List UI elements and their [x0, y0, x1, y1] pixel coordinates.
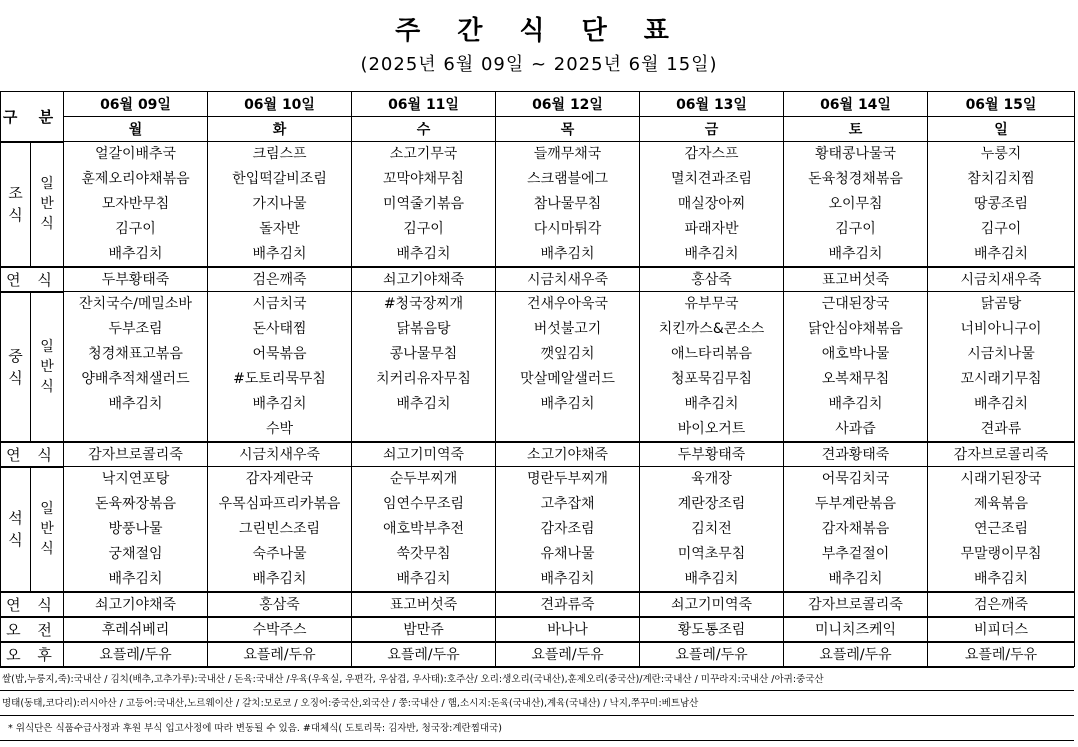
menu-item: 홍삼죽 — [640, 267, 784, 292]
menu-item: 닭볶음탕 — [352, 317, 496, 342]
menu-item: 파래자반 — [640, 217, 784, 242]
menu-item: 두부황태죽 — [64, 267, 208, 292]
dinner-row — [1, 517, 1075, 542]
menu-item: 애느타리볶음 — [640, 342, 784, 367]
menu-item: 다시마튀각 — [496, 217, 640, 242]
pm-snack-label: 오 후 — [1, 642, 64, 667]
menu-item: 깻잎김치 — [496, 342, 640, 367]
menu-item: 미니치즈케익 — [784, 617, 928, 642]
menu-item: 배추김치 — [352, 567, 496, 592]
menu-item: 두부계란볶음 — [784, 492, 928, 517]
menu-item: 김구이 — [928, 217, 1075, 242]
menu-item: 감자계란국 — [208, 467, 352, 492]
header-day-row — [1, 117, 1075, 142]
menu-item: 어묵김치국 — [784, 467, 928, 492]
menu-item: 검은깨죽 — [208, 267, 352, 292]
menu-item: 무말랭이무침 — [928, 542, 1075, 567]
menu-item: 치킨까스&콘소스 — [640, 317, 784, 342]
menu-item: 오이무침 — [784, 192, 928, 217]
menu-item: 배추김치 — [208, 567, 352, 592]
menu-item: 감자브로콜리죽 — [784, 592, 928, 617]
menu-item: 청포묵김무침 — [640, 367, 784, 392]
menu-item: 쇠고기야채죽 — [64, 592, 208, 617]
menu-item: 배추김치 — [640, 392, 784, 417]
lunch-row — [1, 367, 1075, 392]
menu-item: 배추김치 — [208, 392, 352, 417]
menu-item — [352, 417, 496, 442]
menu-item: 돈육짜장볶음 — [64, 492, 208, 517]
dinner-row — [1, 492, 1075, 517]
menu-item: 배추김치 — [784, 242, 928, 267]
date-range: (2025년 6월 09일 ~ 2025년 6월 15일) — [360, 54, 718, 75]
menu-item: 요플레/두유 — [208, 642, 352, 667]
menu-item: 땅콩조림 — [928, 192, 1075, 217]
menu-item: 바나나 — [496, 617, 640, 642]
menu-item: 유부무국 — [640, 292, 784, 317]
breakfast-label: 조 식 — [1, 142, 31, 267]
menu-item: 배추김치 — [784, 392, 928, 417]
breakfast-row — [1, 167, 1075, 192]
breakfast-row — [1, 217, 1075, 242]
menu-item: #청국장찌개 — [352, 292, 496, 317]
breakfast-porridge-row — [1, 267, 1075, 292]
menu-item: 우목심파프리카볶음 — [208, 492, 352, 517]
menu-item: 근대된장국 — [784, 292, 928, 317]
header-date-row — [1, 92, 1075, 117]
menu-item — [64, 417, 208, 442]
menu-item: 배추김치 — [928, 567, 1075, 592]
menu-item: 요플레/두유 — [64, 642, 208, 667]
date-header: 06월 15일 — [928, 92, 1075, 117]
menu-item: 계란장조림 — [640, 492, 784, 517]
am-snack-row — [1, 617, 1075, 642]
menu-item: 참나물무침 — [496, 192, 640, 217]
breakfast-general-label: 일 반 식 — [31, 142, 64, 267]
date-header: 06월 09일 — [64, 92, 208, 117]
menu-item: 얼갈이배추국 — [64, 142, 208, 167]
menu-item: 닭안심야채볶음 — [784, 317, 928, 342]
menu-item: 애호박부추전 — [352, 517, 496, 542]
menu-item: 시금치국 — [208, 292, 352, 317]
menu-change-note: * 위식단은 식품수급사정과 후원 부식 입고사정에 따라 변동될 수 있음. #대체식( 도토리묵: 김자반, 청국장:계란찜대국) — [0, 717, 1074, 741]
menu-item: 배추김치 — [784, 567, 928, 592]
menu-item: 쇠고기야채죽 — [352, 267, 496, 292]
menu-item: 닭곰탕 — [928, 292, 1075, 317]
menu-item: 김치전 — [640, 517, 784, 542]
menu-item: 견과황태죽 — [784, 442, 928, 467]
menu-item: 건새우아욱국 — [496, 292, 640, 317]
lunch-row — [1, 417, 1075, 442]
menu-item — [496, 417, 640, 442]
menu-item: 견과류 — [928, 417, 1075, 442]
day-header: 일 — [928, 117, 1075, 142]
menu-item: 꼬시래기무침 — [928, 367, 1075, 392]
menu-item: 치커리유자무침 — [352, 367, 496, 392]
date-header: 06월 12일 — [496, 92, 640, 117]
menu-item: 가지나물 — [208, 192, 352, 217]
lunch-label: 중 식 — [1, 292, 31, 442]
menu-item: 배추김치 — [640, 567, 784, 592]
origin-note-2: 명태(동태,코다리):러시아산 / 고등어:국내산,노르웨이산 / 갈치:모로코 / 오징어:중국산,외국산 / 쭝:국내산 / 햄,소시지:돈육(국내산),계육(국내산) / 낙지,쭈꾸미:베트남산 — [0, 692, 1074, 716]
menu-item: 맛살메알샐러드 — [496, 367, 640, 392]
menu-item: 밤만쥬 — [352, 617, 496, 642]
menu-item: #도토리묵무침 — [208, 367, 352, 392]
menu-item: 그린빈스조림 — [208, 517, 352, 542]
menu-item: 콩나물무침 — [352, 342, 496, 367]
menu-item: 순두부찌개 — [352, 467, 496, 492]
menu-item: 숙주나물 — [208, 542, 352, 567]
dinner-porridge-label: 연 식 — [1, 592, 64, 617]
lunch-row — [1, 317, 1075, 342]
breakfast-row — [1, 142, 1075, 167]
menu-item: 감자스프 — [640, 142, 784, 167]
menu-item: 황도통조림 — [640, 617, 784, 642]
menu-item: 배추김치 — [928, 392, 1075, 417]
date-header: 06월 14일 — [784, 92, 928, 117]
menu-item: 참치김치찜 — [928, 167, 1075, 192]
menu-item: 비피더스 — [928, 617, 1075, 642]
menu-item: 수박주스 — [208, 617, 352, 642]
dinner-general-label: 일 반 식 — [31, 467, 64, 592]
menu-item: 들깨무채국 — [496, 142, 640, 167]
menu-item: 시금치새우죽 — [496, 267, 640, 292]
menu-item: 배추김치 — [496, 242, 640, 267]
menu-item: 오복채무침 — [784, 367, 928, 392]
menu-item: 시금치새우죽 — [928, 267, 1075, 292]
menu-item: 감자브로콜리죽 — [64, 442, 208, 467]
day-header: 화 — [208, 117, 352, 142]
lunch-row — [1, 342, 1075, 367]
dinner-row — [1, 567, 1075, 592]
menu-item: 표고버섯죽 — [352, 592, 496, 617]
menu-item: 배추김치 — [208, 242, 352, 267]
menu-item: 제육볶음 — [928, 492, 1075, 517]
menu-item: 돌자반 — [208, 217, 352, 242]
menu-item: 홍삼죽 — [208, 592, 352, 617]
menu-item: 배추김치 — [496, 567, 640, 592]
breakfast-row — [1, 242, 1075, 267]
menu-item: 명란두부찌개 — [496, 467, 640, 492]
category-header: 구 분 — [1, 92, 64, 142]
menu-item: 김구이 — [64, 217, 208, 242]
menu-item: 김구이 — [784, 217, 928, 242]
menu-item: 연근조림 — [928, 517, 1075, 542]
menu-item: 유채나물 — [496, 542, 640, 567]
menu-item: 요플레/두유 — [640, 642, 784, 667]
dinner-row — [1, 542, 1075, 567]
menu-item: 쇠고기미역죽 — [640, 592, 784, 617]
menu-item: 시금치새우죽 — [208, 442, 352, 467]
menu-item: 요플레/두유 — [784, 642, 928, 667]
menu-item: 두부조림 — [64, 317, 208, 342]
menu-item: 양배추적채샐러드 — [64, 367, 208, 392]
lunch-general-label: 일 반 식 — [31, 292, 64, 442]
menu-item: 돈육청경채볶음 — [784, 167, 928, 192]
menu-item: 애호박나물 — [784, 342, 928, 367]
menu-item: 검은깨죽 — [928, 592, 1075, 617]
menu-item: 두부황태죽 — [640, 442, 784, 467]
menu-item: 요플레/두유 — [496, 642, 640, 667]
menu-item: 배추김치 — [928, 242, 1075, 267]
menu-item: 시래기된장국 — [928, 467, 1075, 492]
menu-item: 버섯불고기 — [496, 317, 640, 342]
lunch-porridge-label: 연 식 — [1, 442, 64, 467]
day-header: 금 — [640, 117, 784, 142]
menu-item: 잔치국수/메밀소바 — [64, 292, 208, 317]
menu-item: 요플레/두유 — [352, 642, 496, 667]
menu-item: 미역초무침 — [640, 542, 784, 567]
menu-item: 부추겉절이 — [784, 542, 928, 567]
menu-item: 견과류죽 — [496, 592, 640, 617]
lunch-porridge-row — [1, 442, 1075, 467]
lunch-row — [1, 392, 1075, 417]
date-header: 06월 13일 — [640, 92, 784, 117]
menu-item: 감자브로콜리죽 — [928, 442, 1075, 467]
menu-item: 임연수무조림 — [352, 492, 496, 517]
menu-item: 후레쉬베리 — [64, 617, 208, 642]
menu-item: 모자반무침 — [64, 192, 208, 217]
menu-item: 소고기무국 — [352, 142, 496, 167]
menu-item: 배추김치 — [496, 392, 640, 417]
menu-item: 육개장 — [640, 467, 784, 492]
menu-item: 크림스프 — [208, 142, 352, 167]
menu-item: 시금치나물 — [928, 342, 1075, 367]
menu-item: 꼬막야채무침 — [352, 167, 496, 192]
menu-item: 훈제오리야채볶음 — [64, 167, 208, 192]
menu-item: 배추김치 — [352, 242, 496, 267]
menu-item: 미역줄기볶음 — [352, 192, 496, 217]
menu-item: 매실장아찌 — [640, 192, 784, 217]
menu-item: 쇠고기미역죽 — [352, 442, 496, 467]
menu-item: 한입떡갈비조림 — [208, 167, 352, 192]
dinner-row — [1, 467, 1075, 492]
day-header: 토 — [784, 117, 928, 142]
menu-item: 감자채볶음 — [784, 517, 928, 542]
date-header: 06월 10일 — [208, 92, 352, 117]
menu-item: 고추잡채 — [496, 492, 640, 517]
weekly-menu-table — [0, 91, 1075, 667]
menu-item: 청경채표고볶음 — [64, 342, 208, 367]
menu-item: 너비아니구이 — [928, 317, 1075, 342]
menu-item: 배추김치 — [64, 392, 208, 417]
menu-item: 배추김치 — [352, 392, 496, 417]
menu-item: 수박 — [208, 417, 352, 442]
menu-item: 누룽지 — [928, 142, 1075, 167]
origin-note-1: 쌀(밥,누룽지,죽):국내산 / 김치(배추,고추가루):국내산 / 돈육:국내산 /우육(우육실, 우편각, 우삼겹, 우사태):호주산/ 오리:생오리(국내산),훈제오리(중국산)/계란:국내산 / 미꾸라지:국내산 /아귀:중국산 — [0, 667, 1074, 691]
menu-item: 배추김치 — [64, 567, 208, 592]
dinner-label: 석 식 — [1, 467, 31, 592]
pm-snack-row — [1, 642, 1075, 667]
menu-item: 방풍나물 — [64, 517, 208, 542]
menu-item: 배추김치 — [64, 242, 208, 267]
dinner-porridge-row — [1, 592, 1075, 617]
am-snack-label: 오 전 — [1, 617, 64, 642]
menu-item: 배추김치 — [640, 242, 784, 267]
day-header: 수 — [352, 117, 496, 142]
breakfast-row — [1, 192, 1075, 217]
menu-item: 표고버섯죽 — [784, 267, 928, 292]
menu-item: 낙지연포탕 — [64, 467, 208, 492]
menu-item: 돈사태찜 — [208, 317, 352, 342]
menu-item: 바이오거트 — [640, 417, 784, 442]
menu-item: 어묵볶음 — [208, 342, 352, 367]
menu-item: 사과즙 — [784, 417, 928, 442]
menu-item: 멸치견과조림 — [640, 167, 784, 192]
menu-item: 궁채절임 — [64, 542, 208, 567]
menu-item: 황태콩나물국 — [784, 142, 928, 167]
menu-item: 요플레/두유 — [928, 642, 1075, 667]
menu-item: 감자조림 — [496, 517, 640, 542]
lunch-row — [1, 292, 1075, 317]
menu-item: 스크램블에그 — [496, 167, 640, 192]
page-title: 주 간 식 단 표 — [395, 16, 683, 46]
menu-item: 김구이 — [352, 217, 496, 242]
menu-item: 쑥갓무침 — [352, 542, 496, 567]
day-header: 목 — [496, 117, 640, 142]
breakfast-porridge-label: 연 식 — [1, 267, 64, 292]
date-header: 06월 11일 — [352, 92, 496, 117]
day-header: 월 — [64, 117, 208, 142]
menu-item: 소고기야채죽 — [496, 442, 640, 467]
